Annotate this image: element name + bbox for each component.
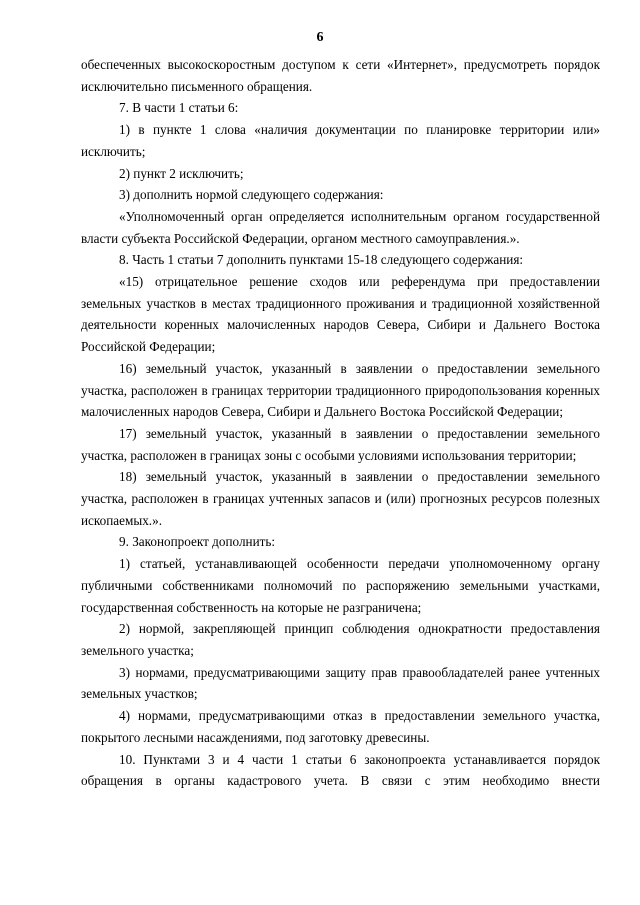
- paragraph: 1) в пункте 1 слова «наличия документации по планировке территории или» исключить;: [81, 122, 600, 159]
- document-body: [81, 54, 600, 792]
- paragraph: 2) нормой, закрепляющей принцип соблюдения однократности предоставления земельного участка;: [81, 621, 600, 658]
- paragraph: 17) земельный участок, указанный в заявлении о предоставлении земельного участка, расположен в границах зоны с особыми условиями использования территории;: [81, 425, 600, 463]
- paragraph: 10. Пунктами 3 и 4 части 1 статьи 6 законопроекта устанавливается порядок обращения в органы кадастрового учета. В связи с этим необходимо внести: [81, 751, 600, 789]
- paragraph: 18) земельный участок, указанный в заявлении о предоставлении земельного участка, расположен в границах учтенных запасов и (или) прогнозных ресурсов полезных ископаемых.».: [81, 469, 600, 528]
- paragraph: 8. Часть 1 статьи 7 дополнить пунктами 15-18 следующего содержания:: [119, 252, 524, 268]
- paragraph: 3) дополнить нормой следующего содержания:: [119, 187, 384, 203]
- paragraph: 4) нормами, предусматривающими отказ в предоставлении земельного участка, покрытого лесными насаждениями, под заготовку древесины.: [81, 708, 600, 745]
- paragraph: «15) отрицательное решение сходов или референдума при предоставлении земельных участков в местах традиционного проживания и традиционной хозяйственной деятельности коренных малочисленных народов Севера, Сибири и Дальнего Востока Российской Федерации;: [81, 274, 600, 355]
- paragraph: 3) нормами, предусматривающими защиту прав правообладателей ранее учтенных земельных участков;: [81, 664, 600, 702]
- paragraph: 16) земельный участок, указанный в заявлении о предоставлении земельного участка, расположен в границах территории традиционного природопользования коренных малочисленных народов Севера, Сибири и Дальнего Востока Российской Федерации;: [81, 360, 600, 420]
- paragraph: обеспеченных высокоскоростным доступом к сети «Интернет», предусмотреть порядок исключительно письменного обращения.: [81, 57, 600, 94]
- paragraph: 9. Законопроект дополнить:: [119, 534, 276, 550]
- paragraph: 2) пункт 2 исключить;: [119, 165, 244, 181]
- page-number: 6: [316, 30, 324, 45]
- paragraph: «Уполномоченный орган определяется исполнительным органом государственной власти субъекта Российской Федерации, органом местного самоуправления.».: [81, 208, 600, 246]
- paragraph: 7. В части 1 статьи 6:: [119, 100, 239, 116]
- paragraph: 1) статьей, устанавливающей особенности передачи уполномоченному органу публичными собственниками полномочий по распоряжению земельными участками, государственная собственность на которые не разграничена;: [81, 556, 600, 615]
